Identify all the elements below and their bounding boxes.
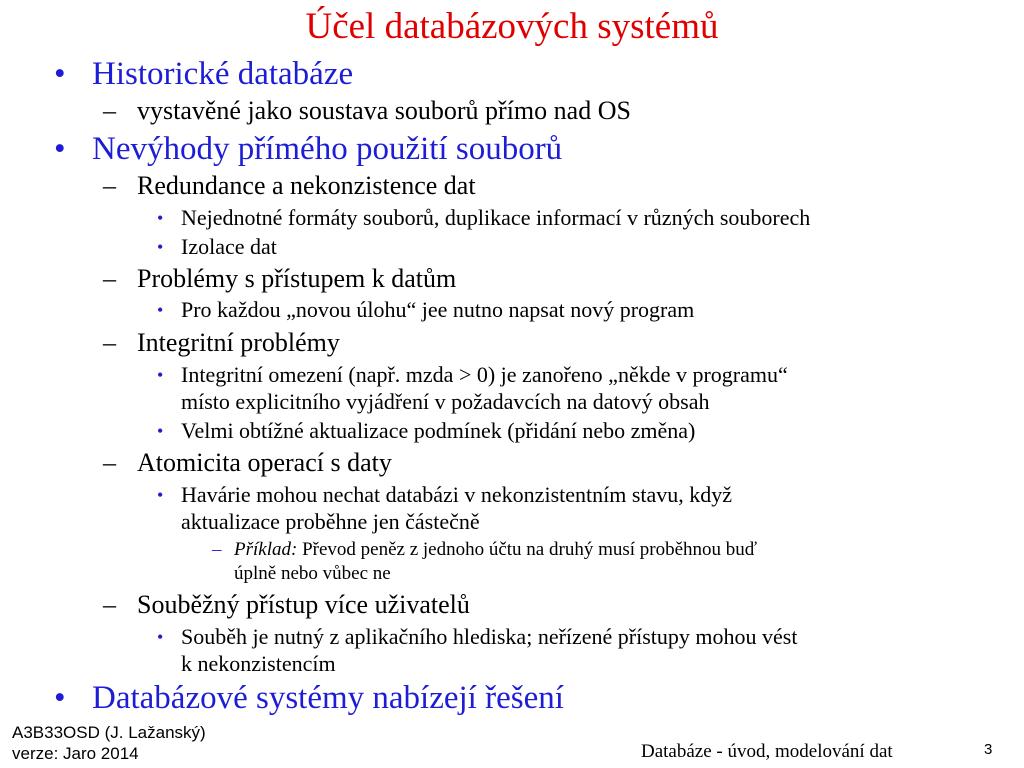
bullet-text: Problémy s přístupem k datům xyxy=(137,264,457,293)
bullet-marker: • xyxy=(157,421,164,441)
subbullet-vystavene xyxy=(103,96,631,126)
point-soubeh xyxy=(157,624,798,650)
point-integritni-omezeni-cont xyxy=(181,389,709,415)
bullet-nevyhody xyxy=(54,130,563,168)
dash-marker: – xyxy=(103,590,116,619)
bullet-text: místo explicitního vyjádření v požadavcích na datový obsah xyxy=(181,389,710,414)
footer-topic: Databáze - úvod, modelování dat xyxy=(641,741,893,762)
point-obtizne-aktualizace xyxy=(157,418,696,444)
bullet-text: Integritní problémy xyxy=(137,328,340,357)
point-izolace-dat xyxy=(157,234,277,260)
bullet-text: Databázové systémy nabízejí řešení xyxy=(92,680,564,716)
point-soubeh-cont xyxy=(181,651,336,677)
dash-marker: – xyxy=(103,328,116,357)
dash-marker: – xyxy=(103,96,116,125)
bullet-text: vystavěné jako soustava souborů přímo nad OS xyxy=(137,96,631,125)
bullet-text: aktualizace proběhne jen částečně xyxy=(181,509,480,534)
bullet-text: Souběžný přístup více uživatelů xyxy=(137,590,470,619)
bullet-marker: • xyxy=(157,365,164,385)
footer-course: A3B33OSD (J. Lažanský) xyxy=(12,723,206,742)
example-prevod-penez xyxy=(212,539,758,561)
bullet-text: k nekonzistencím xyxy=(181,651,336,676)
slide-title: Účel databázových systémů xyxy=(305,6,719,47)
bullet-text: Historické databáze xyxy=(92,56,354,92)
bullet-text: Souběh je nutný z aplikačního hlediska; neřízené přístupy mohou vést xyxy=(181,624,798,649)
bullet-text: úplně nebo vůbec ne xyxy=(234,563,391,584)
bullet-marker: • xyxy=(54,56,66,92)
dash-marker: – xyxy=(103,264,116,293)
dash-marker: – xyxy=(103,448,116,477)
dash-marker: – xyxy=(212,539,222,560)
bullet-marker: • xyxy=(157,627,164,647)
point-havarie-cont xyxy=(181,509,480,535)
bullet-historicke-databaze xyxy=(54,55,354,93)
bullet-marker: • xyxy=(157,300,164,320)
bullet-text: Nejednotné formáty souborů, duplikace informací v různých souborech xyxy=(181,205,811,230)
bullet-marker: • xyxy=(54,131,66,167)
bullet-text: Převod peněz z jednoho účtu na druhý musí proběhnou buď xyxy=(297,539,758,560)
bullet-databazove-systemy xyxy=(54,679,564,717)
subbullet-soubezny-pristup xyxy=(103,590,470,620)
bullet-text: Redundance a nekonzistence dat xyxy=(137,171,476,200)
bullet-text: Izolace dat xyxy=(181,234,277,259)
bullet-text: Havárie mohou nechat databázi v nekonzistentním stavu, když xyxy=(181,482,733,507)
bullet-marker: • xyxy=(157,485,164,505)
bullet-text: Velmi obtížné aktualizace podmínek (přidání nebo změna) xyxy=(181,418,696,443)
point-nejednotne-formaty xyxy=(157,205,811,231)
bullet-text: Integritní omezení (např. mzda > 0) je zanořeno „někde v programu“ xyxy=(181,362,788,387)
subbullet-redundance xyxy=(103,171,476,201)
dash-marker: – xyxy=(103,171,116,200)
point-havarie xyxy=(157,482,733,508)
bullet-text: Atomicita operací s daty xyxy=(137,448,392,477)
footer-course-info xyxy=(12,722,206,764)
point-integritni-omezeni xyxy=(157,362,788,388)
page-number: 3 xyxy=(984,741,993,758)
bullet-marker: • xyxy=(157,208,164,228)
example-prevod-penez-cont xyxy=(234,563,391,585)
bullet-text: Pro každou „novou úlohu“ jee nutno napsat nový program xyxy=(181,297,695,322)
example-label: Příklad: xyxy=(234,539,298,560)
subbullet-problemy-pristup xyxy=(103,264,457,294)
subbullet-integritni-problemy xyxy=(103,328,340,358)
bullet-text: Nevýhody přímého použití souborů xyxy=(92,131,563,167)
point-nova-uloha xyxy=(157,297,695,323)
bullet-marker: • xyxy=(157,237,164,257)
footer-version: verze: Jaro 2014 xyxy=(12,744,139,763)
subbullet-atomicita xyxy=(103,448,392,478)
bullet-marker: • xyxy=(54,680,66,716)
